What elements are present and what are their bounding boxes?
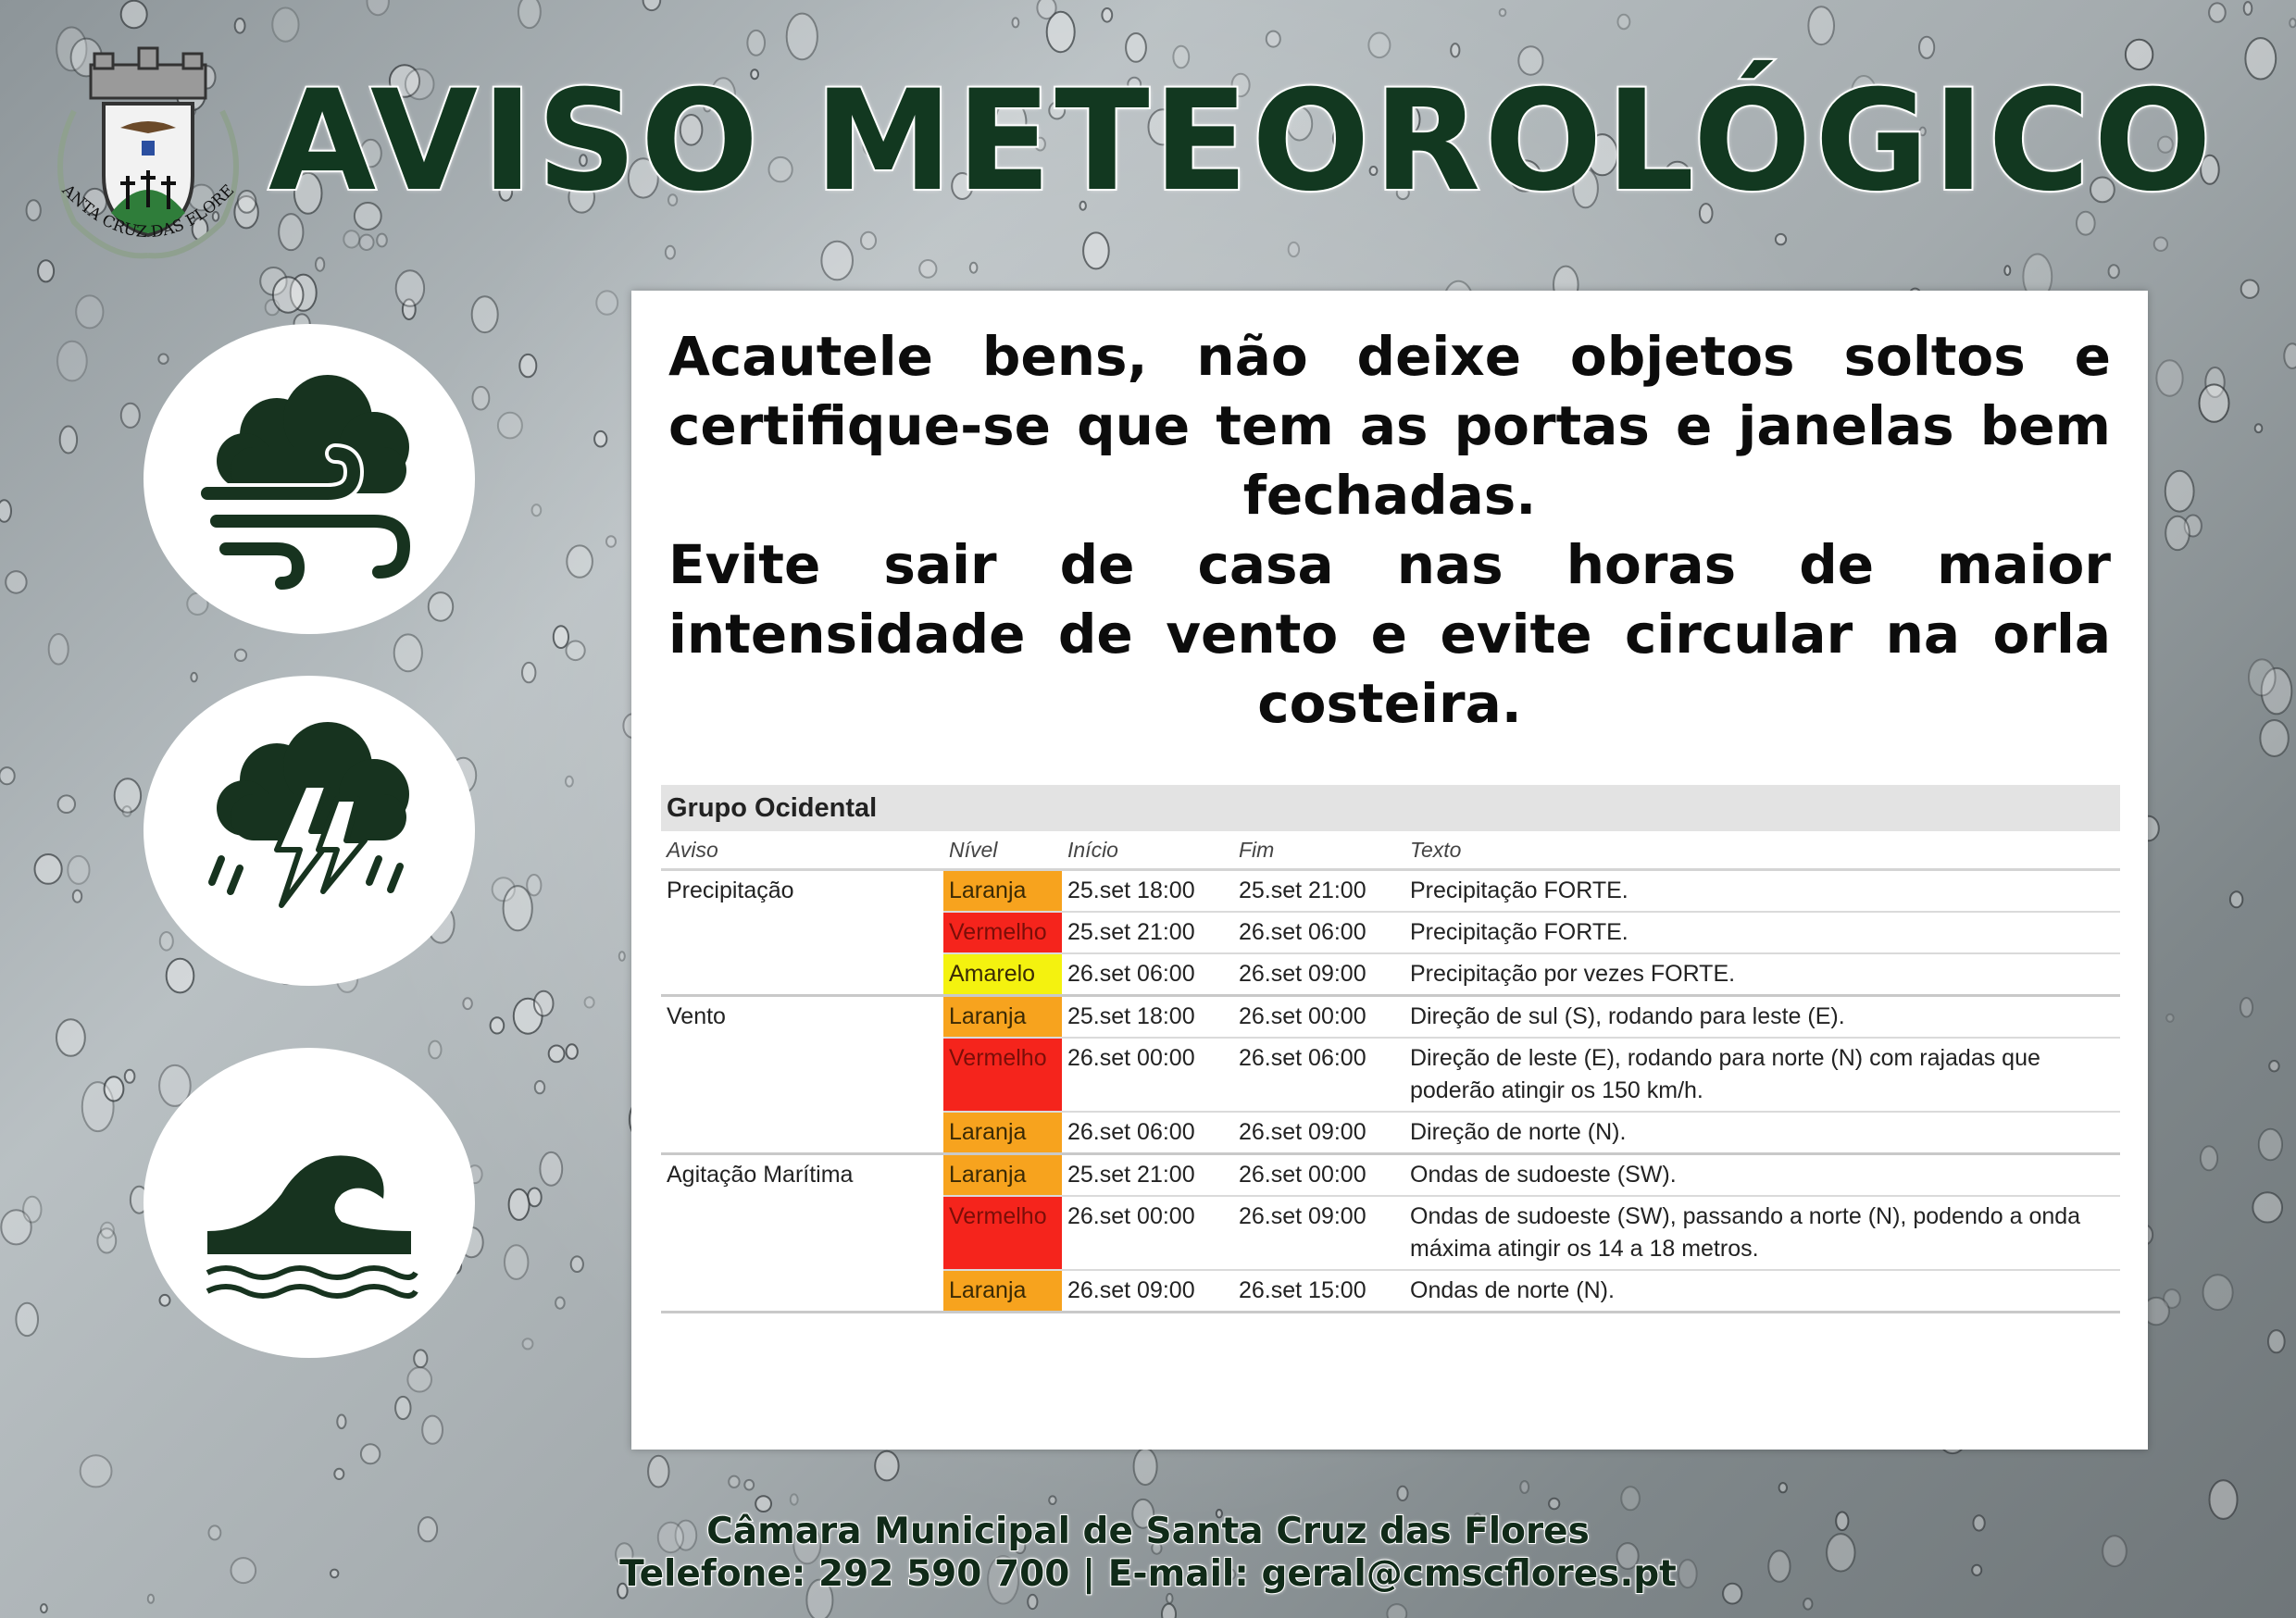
cell-fim: 26.set 09:00 <box>1233 953 1404 996</box>
sea-icon-circle <box>144 1048 475 1358</box>
table-row <box>661 953 2120 996</box>
cell-aviso <box>661 1270 943 1313</box>
cell-nivel: Amarelo <box>943 953 1062 996</box>
cell-nivel: Laranja <box>943 1154 1062 1197</box>
page-title: AVISO METEOROLÓGICO <box>268 61 2215 222</box>
cell-inicio: 26.set 00:00 <box>1062 1196 1233 1270</box>
cell-texto: Direção de sul (S), rodando para leste (E). <box>1404 996 2120 1039</box>
cell-fim: 26.set 09:00 <box>1233 1112 1404 1154</box>
wind-icon-circle <box>144 324 475 634</box>
cell-texto: Direção de norte (N). <box>1404 1112 2120 1154</box>
cell-texto: Precipitação FORTE. <box>1404 912 2120 953</box>
cell-nivel: Laranja <box>943 996 1062 1039</box>
cell-aviso <box>661 1112 943 1154</box>
cell-fim: 26.set 15:00 <box>1233 1270 1404 1313</box>
wind-cloud-icon <box>189 368 430 591</box>
column-header-nivel: Nível <box>943 831 1062 870</box>
safety-advice <box>668 322 2111 739</box>
table-row <box>661 1196 2120 1270</box>
cell-fim: 26.set 00:00 <box>1233 1154 1404 1197</box>
warnings-table-section <box>661 785 2120 1313</box>
cell-inicio: 25.set 21:00 <box>1062 1154 1233 1197</box>
group-title: Grupo Ocidental <box>661 785 2120 831</box>
cell-aviso: Agitação Marítima <box>667 1162 854 1188</box>
cell-aviso: Vento <box>667 1003 726 1029</box>
municipal-crest <box>37 37 259 268</box>
storm-icon-circle <box>144 676 475 986</box>
cell-nivel: Vermelho <box>943 1196 1062 1270</box>
footer-contact <box>555 1511 1741 1596</box>
cell-nivel: Vermelho <box>943 912 1062 953</box>
column-header-aviso: Aviso <box>661 831 943 870</box>
cell-fim: 26.set 09:00 <box>1233 1196 1404 1270</box>
cell-nivel: Laranja <box>943 1270 1062 1313</box>
cell-aviso <box>661 953 943 996</box>
cell-aviso <box>661 912 943 953</box>
footer-organization: Câmara Municipal de Santa Cruz das Flores <box>706 1511 1590 1552</box>
cell-texto: Precipitação por vezes FORTE. <box>1404 953 2120 996</box>
cell-texto: Ondas de sudoeste (SW), passando a norte (N), podendo a onda máxima atingir os 14 a 18 metros. <box>1404 1196 2120 1270</box>
table-row <box>661 996 2120 1039</box>
cell-texto: Direção de leste (E), rodando para norte (N) com rajadas que poderão atingir os 150 km/h. <box>1404 1038 2120 1112</box>
column-header-texto: Texto <box>1404 831 2120 870</box>
column-header-fim: Fim <box>1233 831 1404 870</box>
advice-paragraph-2: Evite sair de casa nas horas de maior intensidade de vento e evite circular na orla costeira. <box>668 533 2111 735</box>
cell-inicio: 25.set 18:00 <box>1062 996 1233 1039</box>
table-body <box>661 870 2120 1313</box>
cell-nivel: Laranja <box>943 870 1062 913</box>
warnings-table <box>661 831 2120 1313</box>
cell-inicio: 26.set 00:00 <box>1062 1038 1233 1112</box>
cell-nivel: Vermelho <box>943 1038 1062 1112</box>
cell-texto: Ondas de sudoeste (SW). <box>1404 1154 2120 1197</box>
crest-motto: ANTA CRUZ DAS FLORE <box>57 180 239 243</box>
advice-paragraph-1: Acautele bens, não deixe objetos soltos e certifique-se que tem as portas e janelas bem fechadas. <box>668 325 2111 527</box>
table-header-row <box>661 831 2120 870</box>
cell-aviso: Precipitação <box>667 877 794 903</box>
cell-nivel: Laranja <box>943 1112 1062 1154</box>
table-row <box>661 1270 2120 1313</box>
cell-fim: 25.set 21:00 <box>1233 870 1404 913</box>
column-header-inicio: Início <box>1062 831 1233 870</box>
cell-inicio: 25.set 21:00 <box>1062 912 1233 953</box>
cell-aviso <box>661 1038 943 1112</box>
cell-inicio: 26.set 09:00 <box>1062 1270 1233 1313</box>
table-row <box>661 870 2120 913</box>
table-row <box>661 912 2120 953</box>
table-row <box>661 1112 2120 1154</box>
table-row <box>661 1038 2120 1112</box>
cell-texto: Precipitação FORTE. <box>1404 870 2120 913</box>
cell-texto: Ondas de norte (N). <box>1404 1270 2120 1313</box>
cell-fim: 26.set 06:00 <box>1233 912 1404 953</box>
cell-fim: 26.set 00:00 <box>1233 996 1404 1039</box>
cell-inicio: 26.set 06:00 <box>1062 953 1233 996</box>
cell-inicio: 26.set 06:00 <box>1062 1112 1233 1154</box>
cell-fim: 26.set 06:00 <box>1233 1038 1404 1112</box>
wave-icon <box>189 1092 430 1314</box>
footer-contact-line: Telefone: 292 590 700 | E-mail: geral@cmscflores.pt <box>619 1553 1677 1595</box>
cell-aviso <box>661 1196 943 1270</box>
thunderstorm-icon <box>189 720 430 942</box>
cell-inicio: 25.set 18:00 <box>1062 870 1233 913</box>
table-row <box>661 1154 2120 1197</box>
